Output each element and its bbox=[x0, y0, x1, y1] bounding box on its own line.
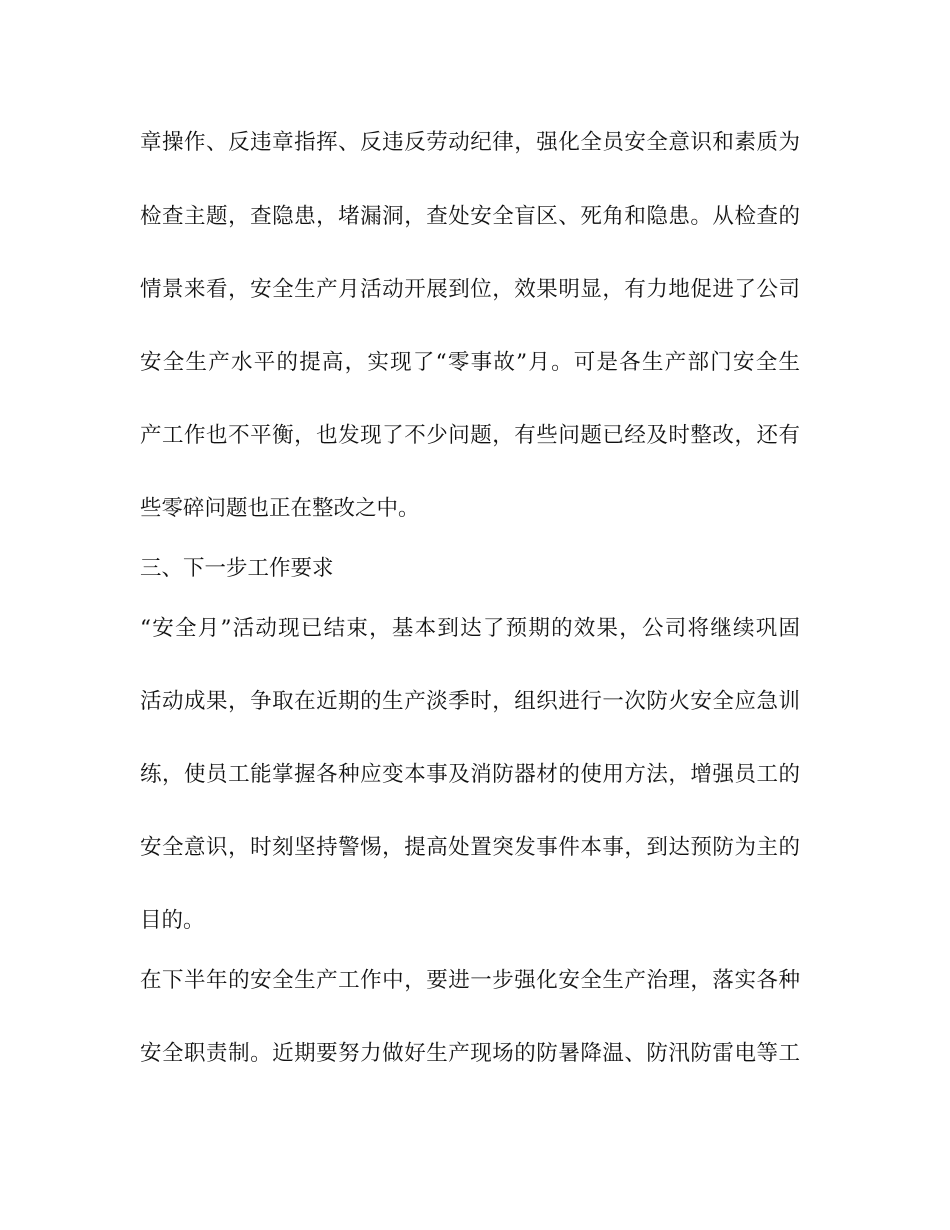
text-line: 活动成果，争取在近期的生产淡季时，组织进行一次防火安全应急训 bbox=[140, 689, 800, 714]
text-line: 安全生产水平的提高，实现了“零事故”月。可是各生产部门安全生 bbox=[140, 350, 800, 375]
text-line: 章操作、反违章指挥、反违反劳动纪律，强化全员安全意识和素质为 bbox=[140, 130, 800, 155]
text-line: 检查主题，查隐患，堵漏洞，查处安全盲区、死角和隐患。从检查的 bbox=[140, 204, 800, 229]
text-line: 安全职责制。近期要努力做好生产现场的防暑降温、防汛防雷电等工 bbox=[140, 1041, 800, 1066]
text-line: 练，使员工能掌握各种应变本事及消防器材的使用方法，增强员工的 bbox=[140, 762, 800, 787]
text-line: 目的。 bbox=[140, 908, 205, 933]
text-line: 些零碎问题也正在整改之中。 bbox=[140, 496, 420, 521]
text-line: “安全月”活动现已结束，基本到达了预期的效果，公司将继续巩固 bbox=[140, 616, 800, 641]
text-line: 安全意识，时刻坚持警惕，提高处置突发事件本事，到达预防为主的 bbox=[140, 835, 800, 860]
text-line: 产工作也不平衡，也发现了不少问题，有些问题已经及时整改，还有 bbox=[140, 423, 800, 448]
section-heading: 三、下一步工作要求 bbox=[140, 556, 334, 581]
text-line: 在下半年的安全生产工作中，要进一步强化安全生产治理，落实各种 bbox=[140, 968, 800, 993]
text-line: 情景来看，安全生产月活动开展到位，效果明显，有力地促进了公司 bbox=[140, 277, 800, 302]
